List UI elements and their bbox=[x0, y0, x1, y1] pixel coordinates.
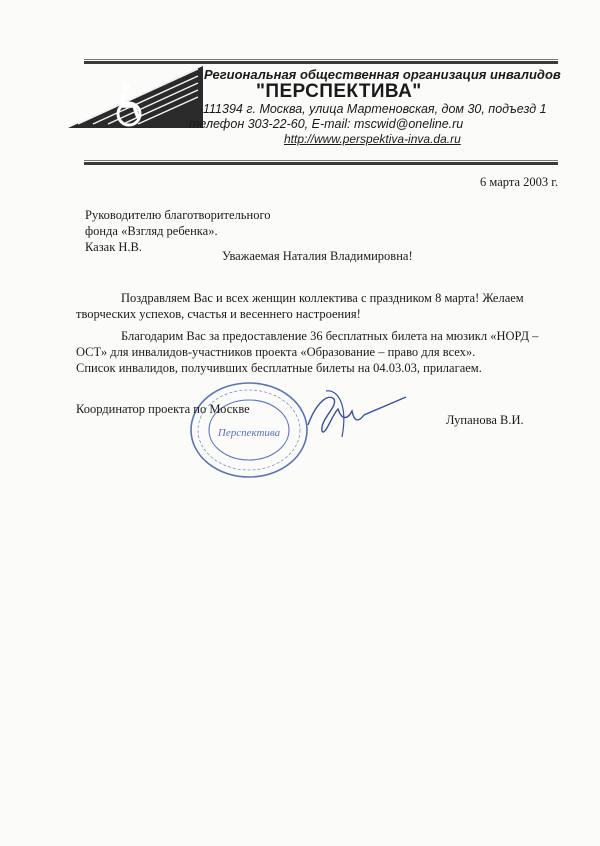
stamp-center-text: Перспектива bbox=[217, 427, 281, 439]
addressee-line: Казак Н.В. bbox=[85, 240, 143, 254]
addressee-block bbox=[85, 207, 271, 255]
letter-date: 6 марта 2003 г. bbox=[480, 175, 559, 189]
header-rule-top-thick bbox=[84, 61, 558, 64]
paragraph-line: творческих успехов, счастья и весеннего настроения! bbox=[76, 307, 361, 321]
addressee-line: фонда «Взгляд ребенка». bbox=[85, 224, 218, 238]
greeting: Уважаемая Наталия Владимировна! bbox=[222, 249, 413, 263]
addressee-line: Руководителю благотворительного bbox=[85, 208, 271, 222]
header-rule-top bbox=[84, 59, 558, 60]
signer-name: Лупанова В.И. bbox=[446, 413, 524, 427]
signature bbox=[298, 385, 408, 440]
org-website-link[interactable]: http://www.perspektiva-inva.da.ru bbox=[284, 132, 461, 146]
paragraph-congratulations bbox=[76, 290, 524, 322]
paragraph-line: Благодарим Вас за предоставление 36 бесплатных билета на мюзикл «НОРД – bbox=[121, 329, 539, 343]
paragraph-line: Поздравляем Вас и всех женщин коллектива с праздником 8 марта! Желаем bbox=[121, 291, 524, 305]
paragraph-thanks bbox=[76, 328, 538, 376]
organization-stamp bbox=[189, 380, 309, 480]
paragraph-line: Список инвалидов, получивших бесплатные билеты на 04.03.03, прилагаем. bbox=[76, 361, 482, 375]
org-contacts: телефон 303-22-60, E-mail: mscwid@oneline.ru bbox=[189, 117, 464, 131]
header-rule-bottom-thick bbox=[84, 162, 558, 165]
org-line: Региональная общественная организация инвалидов bbox=[204, 67, 561, 82]
org-address: 111394 г. Москва, улица Мартеновская, дом 30, подъезд 1 bbox=[203, 102, 547, 116]
header-rule-bottom bbox=[84, 160, 558, 161]
org-name: "ПЕРСПЕКТИВА" bbox=[256, 81, 422, 102]
coordinator-title: Координатор проекта по Москве bbox=[76, 402, 250, 416]
wheelchair-user-icon bbox=[68, 66, 203, 136]
paragraph-line: ОСТ» для инвалидов-участников проекта «Образование – право для всех». bbox=[76, 345, 476, 359]
